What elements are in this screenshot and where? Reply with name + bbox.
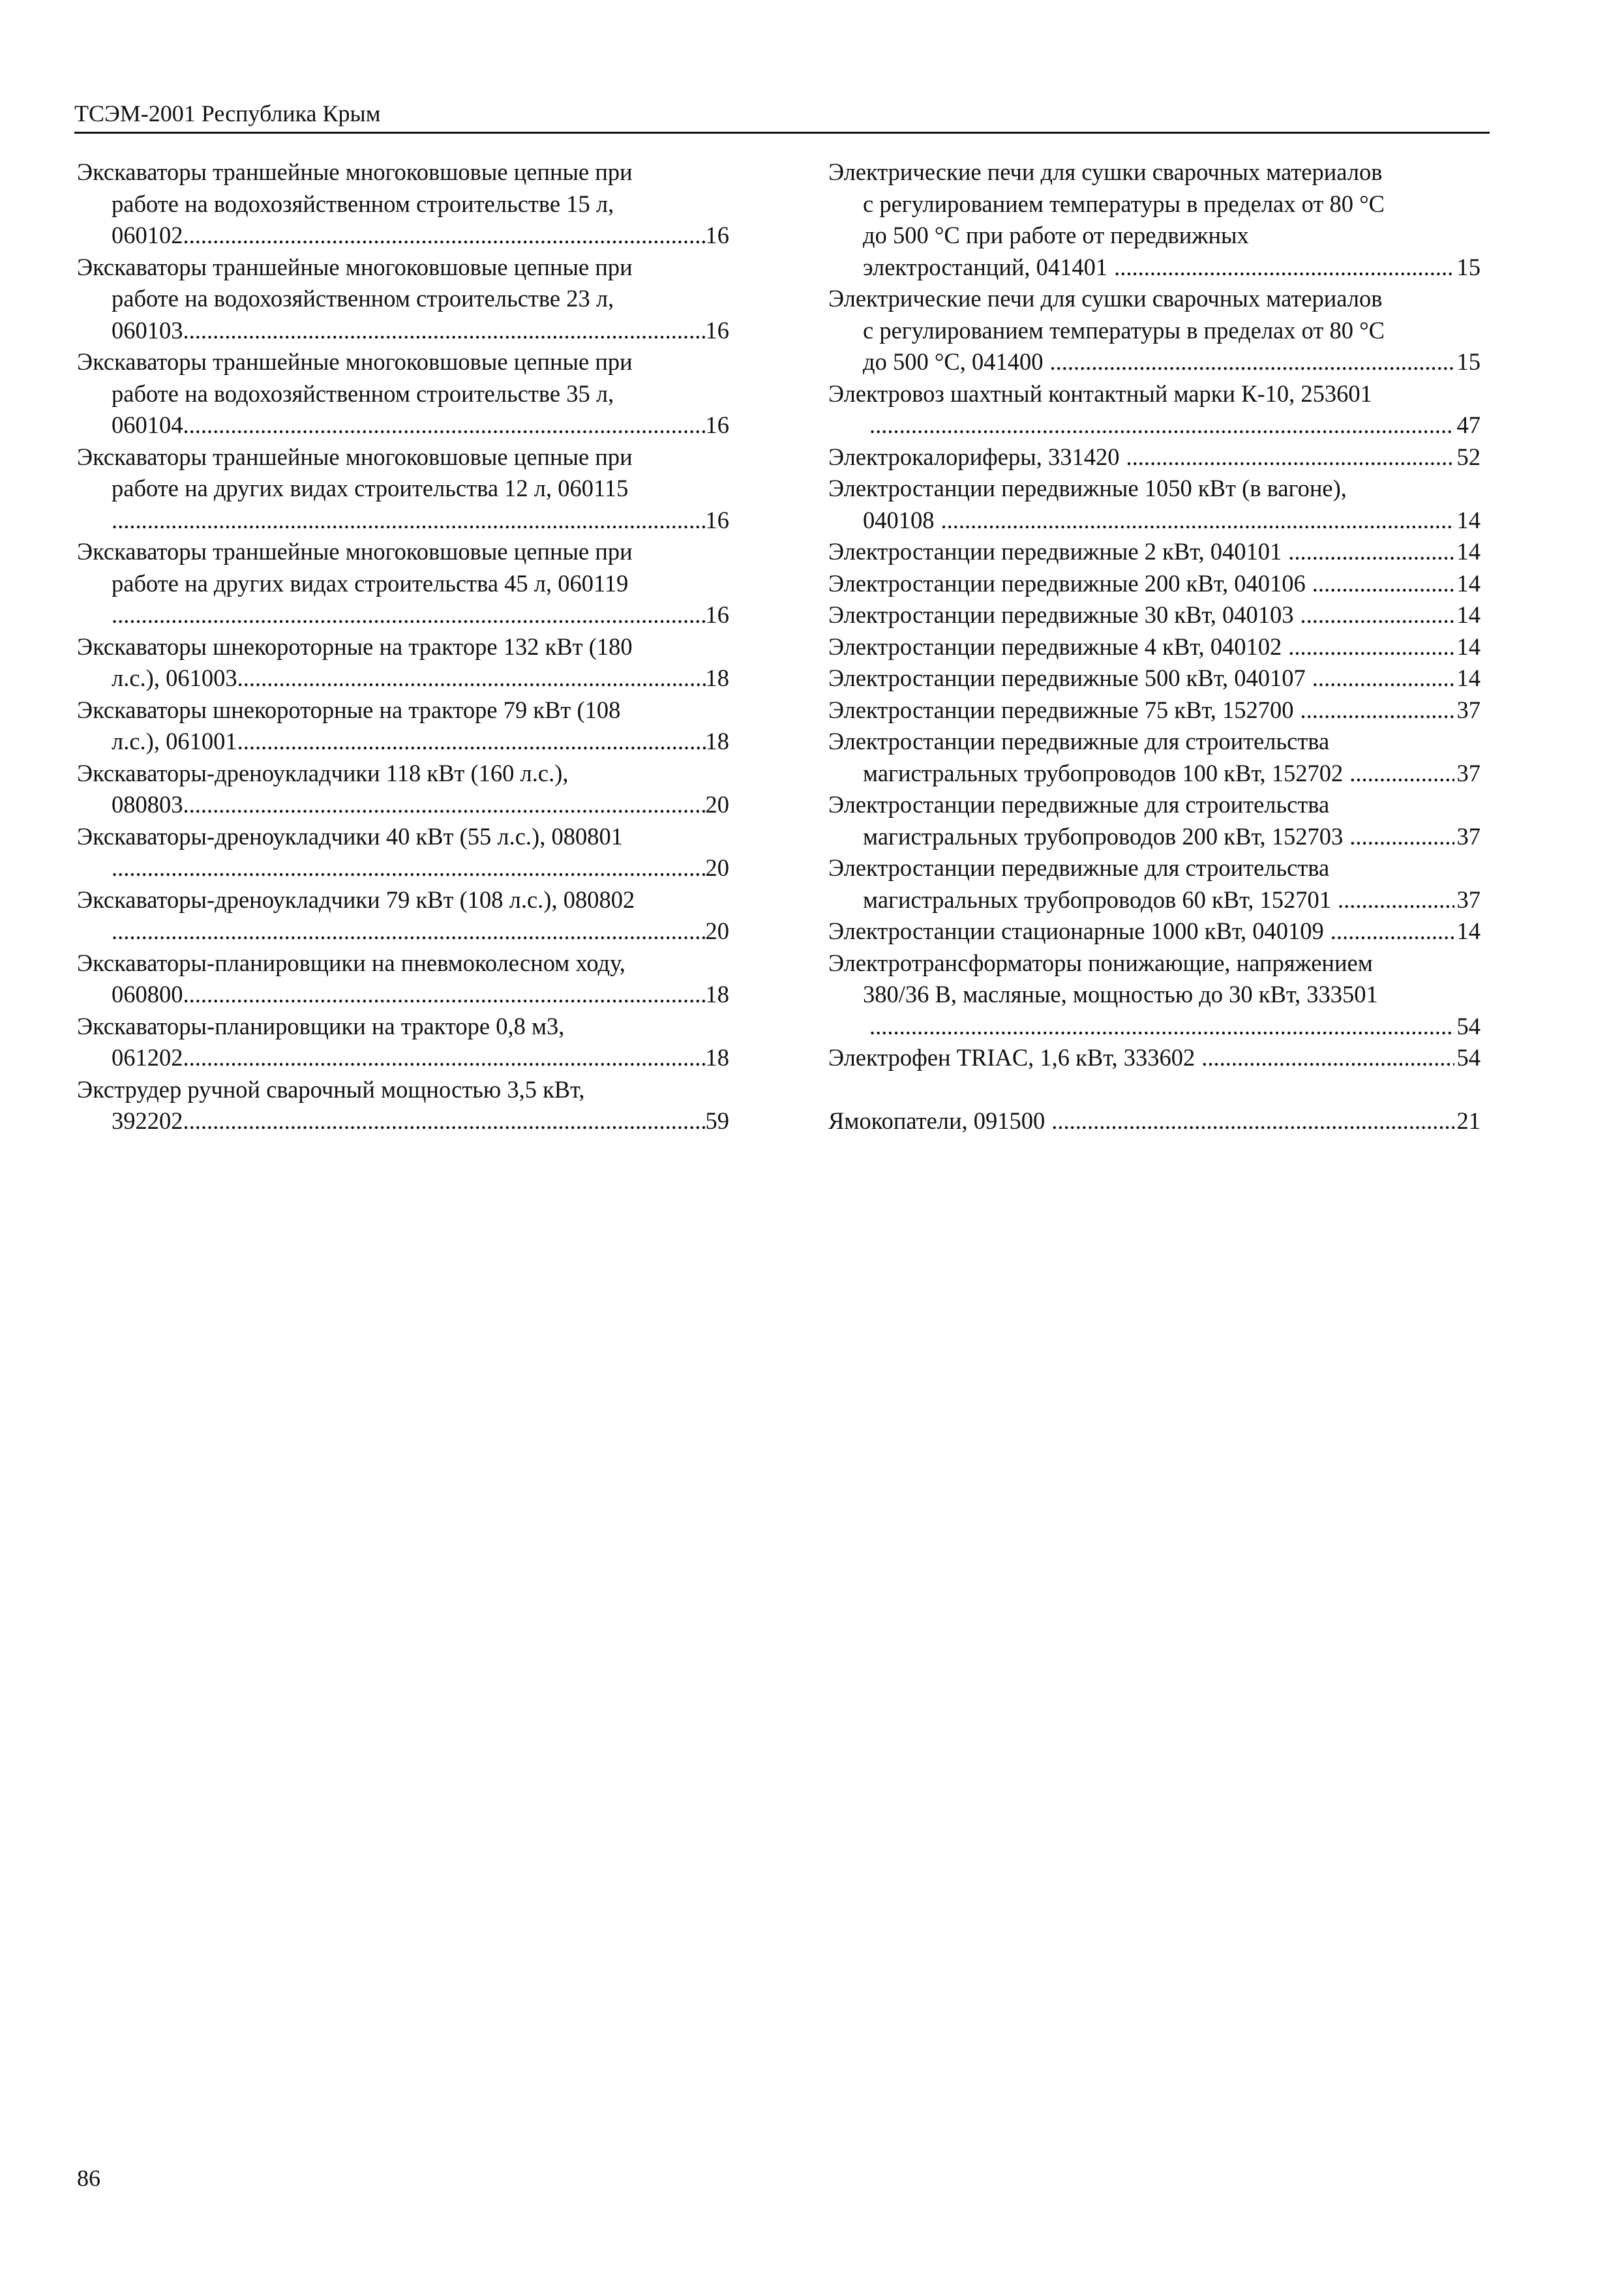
entry-text-line: Электростанции передвижные для строительства <box>828 791 1330 818</box>
index-entry <box>828 789 1481 852</box>
entry-last-text: магистральных трубопроводов 200 кВт, 152703 <box>863 822 1344 850</box>
entry-last-text: Электростанции передвижные 75 кВт, 152700 <box>828 696 1294 723</box>
entry-text-line: Экскаваторы траншейные многоковшовые цепные при <box>77 158 633 185</box>
index-entry <box>77 157 729 252</box>
entry-text-line: Экскаваторы траншейные многоковшовые цепные при <box>77 443 633 470</box>
dot-leader <box>237 726 706 758</box>
index-column-left <box>77 157 729 1137</box>
entry-text-line: работе на водохозяйственном строительстве 35 л, <box>112 380 614 407</box>
entry-page-number: 18 <box>705 981 729 1008</box>
entry-text-line: Электрические печи для сушки сварочных материалов <box>828 285 1383 312</box>
entry-page-number: 16 <box>705 222 729 248</box>
dot-leader <box>1338 884 1454 916</box>
header-title: ТСЭМ-2001 Республика Крым <box>74 100 381 127</box>
entry-text-line: Экскаваторы траншейные многоковшовые цепные при <box>77 253 633 280</box>
entry-leader-line <box>828 1042 1481 1074</box>
entry-text-line: Экскаваторы траншейные многоковшовые цепные при <box>77 348 633 375</box>
index-entry <box>828 916 1481 948</box>
entry-page-number: 14 <box>1456 665 1481 691</box>
entry-page-number: 16 <box>705 316 729 344</box>
index-entry <box>828 283 1481 378</box>
entry-leader-line <box>77 979 729 1011</box>
entry-text-line: работе на водохозяйственном строительстве 15 л, <box>112 190 614 217</box>
index-entry <box>77 346 729 441</box>
index-entry <box>77 631 729 695</box>
entry-page-number: 16 <box>705 506 729 533</box>
dot-leader <box>1331 916 1454 948</box>
entry-last-text: л.с.), 061001 <box>112 728 237 755</box>
entry-page-number: 20 <box>705 791 729 818</box>
entry-page-number: 14 <box>1456 633 1481 660</box>
entry-last-text: 392202 <box>112 1107 183 1134</box>
entry-last-text: Электростанции передвижные 500 кВт, 040107 <box>828 665 1306 691</box>
entry-page-number: 14 <box>1456 506 1481 533</box>
dot-leader <box>941 505 1454 537</box>
entry-page-number: 14 <box>1456 569 1481 597</box>
dot-leader <box>112 916 706 948</box>
entry-last-text: 060103 <box>112 316 183 344</box>
entry-text-line: Электростанции передвижные 1050 кВт (в вагоне), <box>828 475 1347 501</box>
entry-last-text: магистральных трубопроводов 100 кВт, 152702 <box>863 759 1344 786</box>
entry-leader-line <box>828 821 1481 853</box>
dot-leader <box>183 410 706 441</box>
entry-page-number: 15 <box>1456 253 1481 280</box>
entry-text-line: Экскаваторы траншейные многоковшовые цепные при <box>77 538 633 565</box>
entry-last-text: Электрокалориферы, 331420 <box>828 443 1120 470</box>
entry-leader-line <box>77 505 729 537</box>
dot-leader <box>869 410 1454 441</box>
dot-leader <box>1051 1105 1454 1137</box>
page-number: 86 <box>77 2165 100 2191</box>
entry-leader-line <box>77 789 729 821</box>
dot-leader <box>1288 536 1454 568</box>
entry-last-text: магистральных трубопроводов 60 кВт, 152701 <box>863 886 1332 913</box>
dot-leader <box>1312 568 1454 600</box>
entry-last-text: 060102 <box>112 222 183 248</box>
entry-text-line: Электровоз шахтный контактный марки К-10, 253601 <box>828 380 1372 407</box>
index-entry <box>828 599 1481 631</box>
entry-page-number: 16 <box>705 411 729 438</box>
index-entry <box>828 378 1481 441</box>
index-entry <box>828 1042 1481 1074</box>
entry-page-number: 37 <box>1456 822 1481 850</box>
entry-last-text: 080803 <box>112 791 183 818</box>
index-entry <box>828 631 1481 663</box>
index-entry <box>828 663 1481 695</box>
entry-text-line: работе на других видах строительства 12 л, 060115 <box>112 475 629 501</box>
entry-leader-line <box>828 441 1481 473</box>
entry-last-text: 060800 <box>112 981 183 1008</box>
index-column-right <box>828 157 1481 1137</box>
entry-last-text: Электростанции передвижные 4 кВт, 040102 <box>828 633 1282 660</box>
index-entry <box>77 252 729 347</box>
index-entry <box>828 473 1481 536</box>
entry-leader-line <box>828 568 1481 600</box>
entry-leader-line <box>828 252 1481 284</box>
entry-leader-line <box>828 916 1481 948</box>
entry-page-number: 37 <box>1456 696 1481 723</box>
entry-leader-line <box>77 1042 729 1074</box>
dot-leader <box>183 1042 706 1074</box>
entry-text-line: с регулированием температуры в пределах от 80 °С <box>863 316 1385 344</box>
entry-text-line: Экскаваторы-планировщики на тракторе 0,8 м3, <box>77 1012 565 1040</box>
index-entry <box>828 157 1481 283</box>
entry-leader-line <box>77 663 729 695</box>
dot-leader <box>1114 252 1454 284</box>
dot-leader <box>1300 599 1454 631</box>
index-entry <box>77 884 729 948</box>
entry-page-number: 20 <box>705 854 729 881</box>
entry-page-number: 37 <box>1456 759 1481 786</box>
dot-leader <box>1288 631 1454 663</box>
dot-leader <box>1126 441 1454 473</box>
entry-page-number: 14 <box>1456 601 1481 628</box>
entry-last-text: 060104 <box>112 411 183 438</box>
entry-page-number: 18 <box>705 1044 729 1071</box>
entry-leader-line <box>828 1011 1481 1043</box>
entry-text-line: Электрические печи для сушки сварочных материалов <box>828 158 1383 185</box>
entry-page-number: 21 <box>1456 1107 1481 1134</box>
entry-leader-line <box>828 758 1481 790</box>
dot-leader <box>1201 1042 1454 1074</box>
index-entry <box>828 441 1481 473</box>
index-entry <box>828 726 1481 789</box>
entry-page-number: 16 <box>705 601 729 628</box>
entry-gap <box>828 1074 1481 1106</box>
entry-leader-line <box>77 852 729 884</box>
entry-text-line: Электротрансформаторы понижающие, напряжением <box>828 949 1373 976</box>
dot-leader <box>112 505 706 537</box>
dot-leader <box>183 979 706 1011</box>
entry-leader-line <box>828 410 1481 441</box>
entry-text-line: Экструдер ручной сварочный мощностью 3,5 кВт, <box>77 1075 585 1103</box>
entry-text-line: Электростанции передвижные для строительства <box>828 728 1330 755</box>
index-entry <box>77 948 729 1011</box>
entry-text-line: Экскаваторы-планировщики на пневмоколесном ходу, <box>77 949 625 976</box>
entry-page-number: 54 <box>1456 1044 1481 1071</box>
entry-text-line: Экскаваторы-дреноукладчики 118 кВт (160 л.с.), <box>77 759 569 786</box>
index-entry <box>828 1105 1481 1137</box>
entry-page-number: 14 <box>1456 538 1481 565</box>
dot-leader <box>869 1011 1454 1043</box>
entry-last-text: до 500 °С, 041400 <box>863 348 1044 375</box>
entry-leader-line <box>828 695 1481 726</box>
entry-last-text: Электростанции передвижные 30 кВт, 040103 <box>828 601 1294 628</box>
dot-leader <box>183 789 706 821</box>
entry-last-text: 040108 <box>863 506 935 533</box>
entry-leader-line <box>77 315 729 347</box>
entry-last-text: Электростанции передвижные 2 кВт, 040101 <box>828 538 1282 565</box>
entry-page-number: 18 <box>705 728 729 755</box>
index-entry <box>77 536 729 631</box>
entry-text-line: Экскаваторы-дреноукладчики 79 кВт (108 л.с.), 080802 <box>77 886 635 913</box>
entry-last-text: Ямокопатели, 091500 <box>828 1107 1045 1134</box>
dot-leader <box>183 220 706 252</box>
entry-page-number: 14 <box>1456 918 1481 944</box>
entry-page-number: 47 <box>1456 411 1481 438</box>
entry-last-text: л.с.), 061003 <box>112 665 237 691</box>
dot-leader <box>112 599 706 631</box>
entry-page-number: 59 <box>705 1107 729 1134</box>
entry-text-line: до 500 °С при работе от передвижных <box>863 222 1249 248</box>
entry-last-text: Электрофен TRIAC, 1,6 кВт, 333602 <box>828 1044 1195 1071</box>
entry-leader-line <box>828 884 1481 916</box>
entry-leader-line <box>828 536 1481 568</box>
index-entry <box>828 536 1481 568</box>
entry-text-line: работе на водохозяйственном строительстве 23 л, <box>112 285 614 312</box>
entry-leader-line <box>77 410 729 441</box>
entry-last-text: Электростанции стационарные 1000 кВт, 040109 <box>828 918 1324 944</box>
index-entry <box>77 441 729 537</box>
index-entry <box>77 1011 729 1074</box>
index-entry <box>77 695 729 758</box>
entry-last-text: 061202 <box>112 1044 183 1071</box>
dot-leader <box>1050 346 1454 378</box>
dot-leader <box>183 315 706 347</box>
index-entry <box>77 1074 729 1137</box>
entry-page-number: 37 <box>1456 886 1481 913</box>
index-entry <box>77 758 729 821</box>
entry-leader-line <box>828 505 1481 537</box>
entry-page-number: 15 <box>1456 348 1481 375</box>
entry-leader-line <box>77 1105 729 1137</box>
dot-leader <box>237 663 706 695</box>
entry-text-line: Электростанции передвижные для строительства <box>828 854 1330 881</box>
dot-leader <box>183 1105 706 1137</box>
entry-page-number: 18 <box>705 665 729 691</box>
index-entry <box>828 852 1481 916</box>
index-entry <box>828 948 1481 1043</box>
entry-text-line: Экскаваторы-дреноукладчики 40 кВт (55 л.с.), 080801 <box>77 822 623 850</box>
dot-leader <box>1300 695 1454 726</box>
entry-last-text: Электростанции передвижные 200 кВт, 040106 <box>828 569 1306 597</box>
dot-leader <box>1349 758 1454 790</box>
entry-text-line: Экскаваторы шнекороторные на тракторе 132 кВт (180 <box>77 633 633 660</box>
entry-text-line: работе на других видах строительства 45 л, 060119 <box>112 569 629 597</box>
index-entry <box>828 568 1481 600</box>
entry-last-text: электростанций, 041401 <box>863 253 1108 280</box>
entry-text-line: 380/36 В, масляные, мощностью до 30 кВт, 333501 <box>863 981 1378 1008</box>
entry-leader-line <box>77 916 729 948</box>
entry-page-number: 20 <box>705 918 729 944</box>
entry-text-line: Экскаваторы шнекороторные на тракторе 79 кВт (108 <box>77 696 621 723</box>
running-header <box>74 98 1490 134</box>
entry-leader-line <box>77 599 729 631</box>
entry-leader-line <box>77 726 729 758</box>
entry-leader-line <box>828 599 1481 631</box>
dot-leader <box>1349 821 1454 853</box>
dot-leader <box>112 852 706 884</box>
index-entry <box>77 821 729 884</box>
entry-text-line: с регулированием температуры в пределах от 80 °С <box>863 190 1385 217</box>
entry-leader-line <box>828 631 1481 663</box>
index-entry <box>828 695 1481 726</box>
entry-leader-line <box>828 663 1481 695</box>
dot-leader <box>1312 663 1454 695</box>
entry-page-number: 54 <box>1456 1012 1481 1040</box>
entry-leader-line <box>828 346 1481 378</box>
entry-leader-line <box>77 220 729 252</box>
entry-page-number: 52 <box>1456 443 1481 470</box>
entry-leader-line <box>828 1105 1481 1137</box>
